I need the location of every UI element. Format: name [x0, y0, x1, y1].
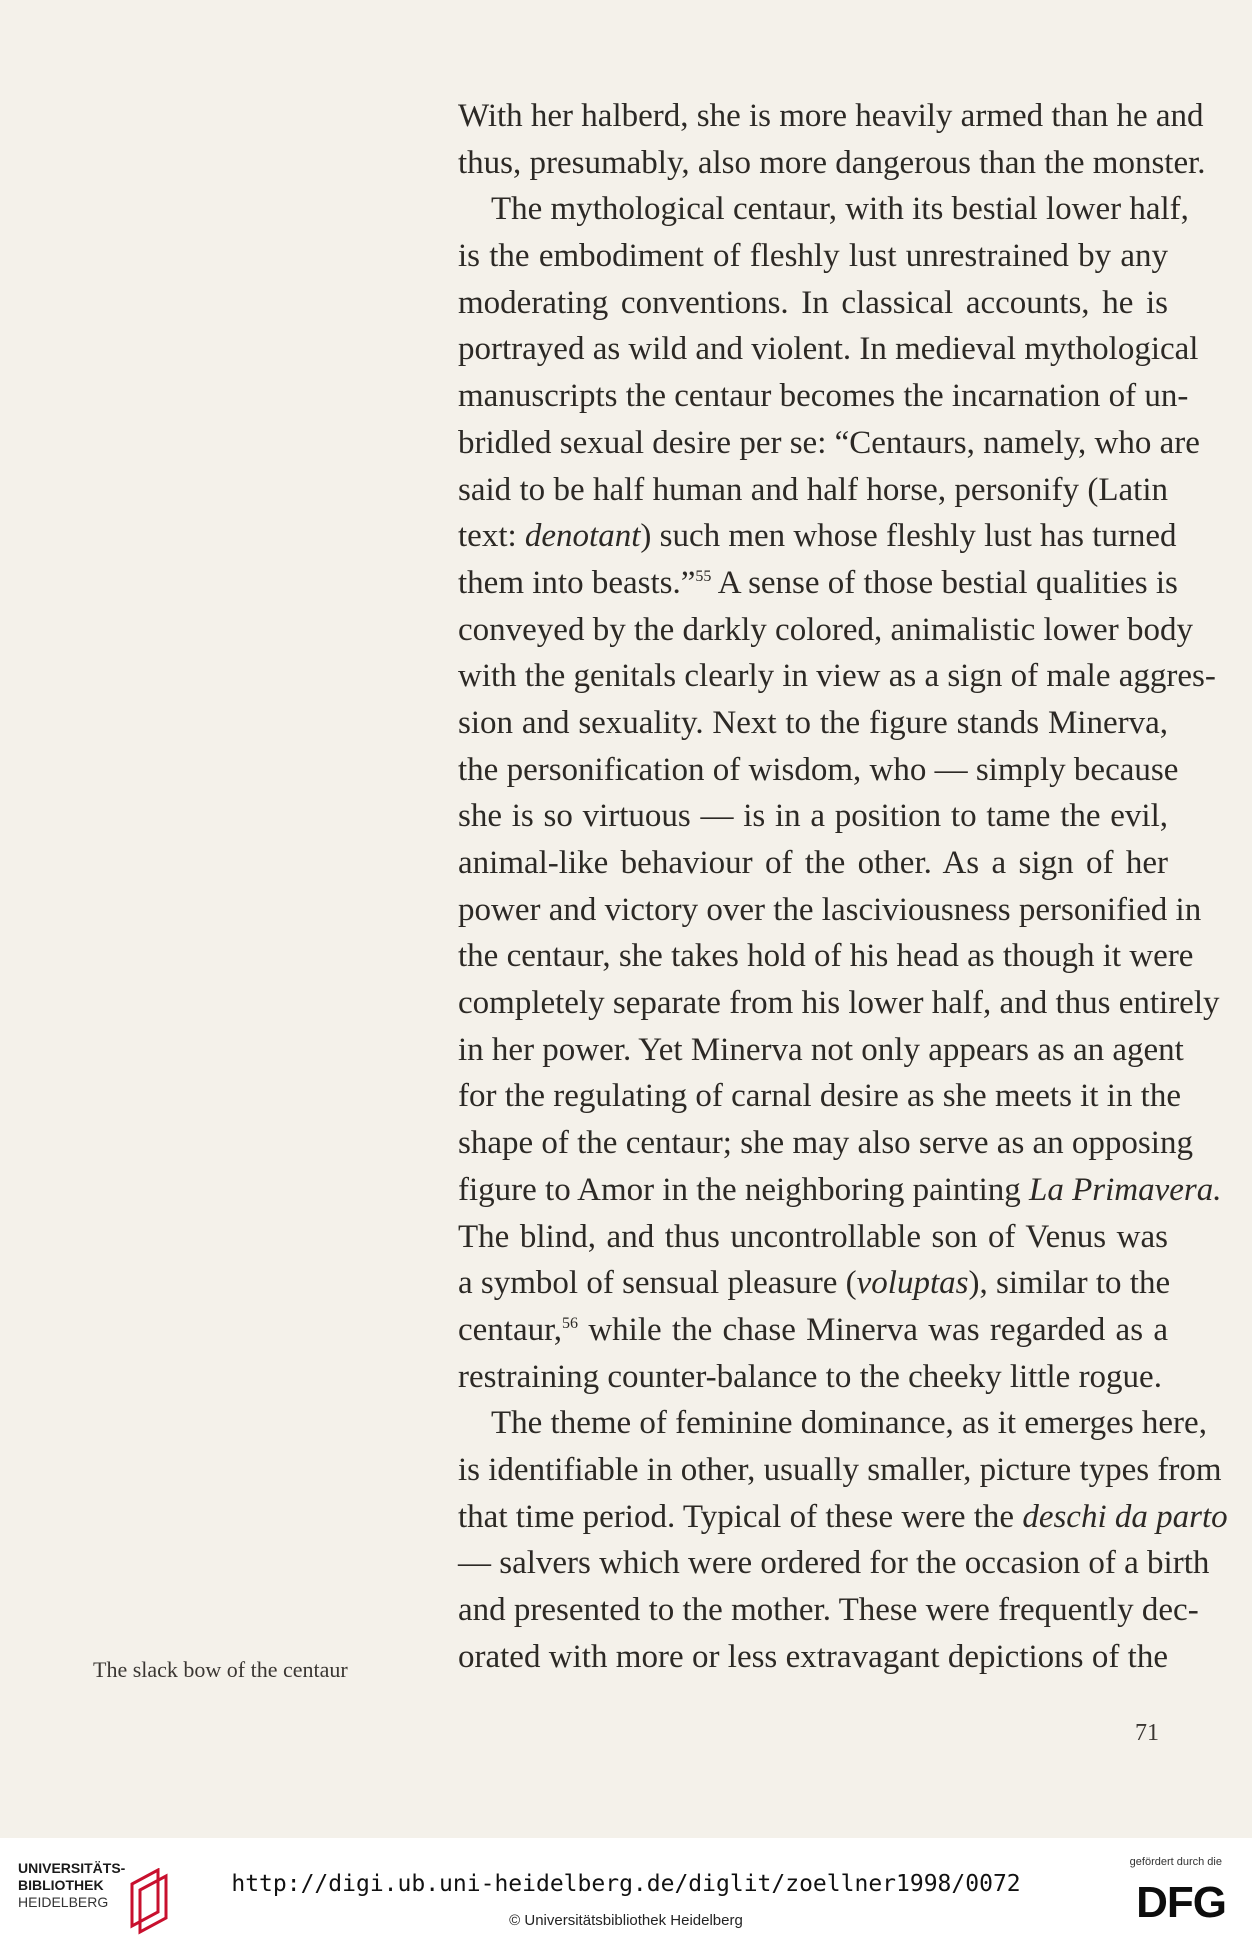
- text-line: [458, 467, 1168, 514]
- text-line: [458, 186, 1189, 233]
- text-line: [458, 1634, 1168, 1681]
- text-segment: moderating conventions. In classical accounts, he is: [458, 284, 1168, 321]
- page-number: 71: [1135, 1720, 1159, 1746]
- text-segment: power and victory over the lasciviousness personified in: [458, 891, 1202, 928]
- text-segment: a symbol of sensual pleasure (: [458, 1265, 857, 1302]
- text-segment: The theme of feminine dominance, as it emerges here,: [491, 1405, 1207, 1442]
- text-segment: conveyed by the darkly colored, animalistic lower body: [458, 611, 1193, 648]
- text-segment: — salvers which were ordered for the occasion of a birth: [458, 1545, 1210, 1582]
- text-line: [458, 1354, 1168, 1401]
- text-segment: while the chase Minerva was regarded as a: [578, 1311, 1168, 1348]
- library-name-line3: HEIDELBERG: [18, 1894, 109, 1910]
- footnote-ref: 56: [562, 1314, 579, 1332]
- text-segment: the personification of wisdom, who — simply because: [458, 751, 1179, 788]
- text-segment: that time period. Typical of these were the: [458, 1498, 1023, 1535]
- text-segment: bridled sexual desire per se: “Centaurs, namely, who are: [458, 424, 1200, 461]
- permalink-url[interactable]: http://digi.ub.uni-heidelberg.de/diglit/zoellner1998/0072: [231, 1871, 1021, 1897]
- italic-text: deschi da parto: [1022, 1498, 1228, 1535]
- text-segment: for the regulating of carnal desire as she meets it in the: [458, 1078, 1181, 1115]
- text-line: [458, 1073, 1181, 1120]
- text-line: [458, 93, 1204, 140]
- text-segment: shape of the centaur; she may also serve as an opposing: [458, 1125, 1193, 1162]
- text-segment: she is so virtuous — is in a position to tame the evil,: [458, 798, 1168, 835]
- copyright-notice: © Universitätsbibliothek Heidelberg: [509, 1912, 743, 1929]
- text-line: [458, 1400, 1207, 1447]
- text-line: [458, 1167, 1222, 1214]
- text-segment: centaur,: [458, 1311, 563, 1348]
- text-line: [458, 933, 1194, 980]
- text-segment: thus, presumably, also more dangerous than the monster.: [458, 144, 1206, 181]
- text-segment: ), similar to the: [968, 1265, 1171, 1302]
- text-line: [458, 373, 1189, 420]
- text-segment: the centaur, she takes hold of his head as though it were: [458, 938, 1194, 975]
- text-line: [458, 1027, 1184, 1074]
- text-segment: restraining counter-balance to the cheeky little rogue.: [458, 1358, 1162, 1395]
- text-segment: text:: [458, 518, 525, 555]
- text-segment: and presented to the mother. These were frequently dec-: [458, 1592, 1199, 1628]
- text-line: [458, 1587, 1199, 1634]
- text-segment: sion and sexuality. Next to the figure stands Minerva,: [458, 704, 1168, 741]
- body-text: [458, 93, 1228, 1680]
- text-line: [458, 140, 1206, 187]
- text-segment: orated with more or less extravagant depictions of the: [458, 1638, 1168, 1675]
- text-line: [458, 793, 1168, 840]
- text-segment: With her halberd, she is more heavily armed than he and: [458, 98, 1204, 134]
- text-line: [458, 326, 1199, 373]
- dfg-logo[interactable]: DFG: [1136, 1878, 1226, 1927]
- text-line: [458, 513, 1177, 560]
- text-line: [458, 700, 1168, 747]
- text-segment: is identifiable in other, usually smaller, picture types from: [458, 1451, 1222, 1488]
- italic-text: voluptas: [856, 1265, 969, 1302]
- text-line: [458, 980, 1220, 1027]
- text-line: [458, 420, 1200, 467]
- text-line: [458, 233, 1168, 280]
- library-name-line2: BIBLIOTHEK: [18, 1877, 104, 1893]
- text-line: [458, 1120, 1193, 1167]
- text-segment: portrayed as wild and violent. In medieval mythological: [458, 331, 1199, 368]
- text-line: [458, 1494, 1228, 1541]
- italic-text: La Primavera.: [1029, 1171, 1222, 1208]
- text-segment: said to be half human and half horse, personify (Latin: [458, 471, 1168, 508]
- text-line: [458, 1447, 1222, 1494]
- text-segment: manuscripts the centaur becomes the incarnation of un-: [458, 378, 1189, 415]
- text-line: [458, 1260, 1171, 1307]
- text-segment: with the genitals clearly in view as a sign of male aggres-: [458, 658, 1216, 695]
- text-line: [458, 1307, 1168, 1354]
- text-segment: figure to Amor in the neighboring painting: [458, 1171, 1029, 1208]
- text-segment: ) such men whose fleshly lust has turned: [640, 518, 1177, 555]
- footer-bar: [0, 1838, 1252, 1934]
- text-segment: in her power. Yet Minerva not only appears as an agent: [458, 1031, 1184, 1068]
- text-line: [458, 747, 1179, 794]
- text-segment: The blind, and thus uncontrollable son of Venus was: [458, 1218, 1168, 1255]
- funding-note: gefördert durch die: [1129, 1856, 1222, 1868]
- text-line: [458, 1540, 1210, 1587]
- text-line: [458, 840, 1168, 887]
- text-line: [458, 887, 1202, 934]
- margin-note: The slack bow of the centaur: [93, 1657, 348, 1682]
- text-segment: The mythological centaur, with its bestial lower half,: [491, 191, 1189, 228]
- library-name-line1: UNIVERSITÄTS-: [18, 1860, 126, 1876]
- text-line: [458, 653, 1216, 700]
- footnote-ref: 55: [695, 567, 712, 585]
- text-segment: is the embodiment of fleshly lust unrestrained by any: [458, 238, 1168, 275]
- text-line: [458, 560, 1178, 607]
- text-segment: them into beasts.”: [458, 564, 696, 601]
- text-line: [458, 280, 1168, 327]
- text-line: [458, 607, 1193, 654]
- text-segment: animal-like behaviour of the other. As a sign of her: [458, 845, 1168, 881]
- text-line: [458, 1214, 1168, 1261]
- text-segment: completely separate from his lower half, and thus entirely: [458, 985, 1220, 1022]
- text-segment: A sense of those bestial qualities is: [711, 564, 1178, 601]
- italic-text: denotant: [524, 518, 641, 555]
